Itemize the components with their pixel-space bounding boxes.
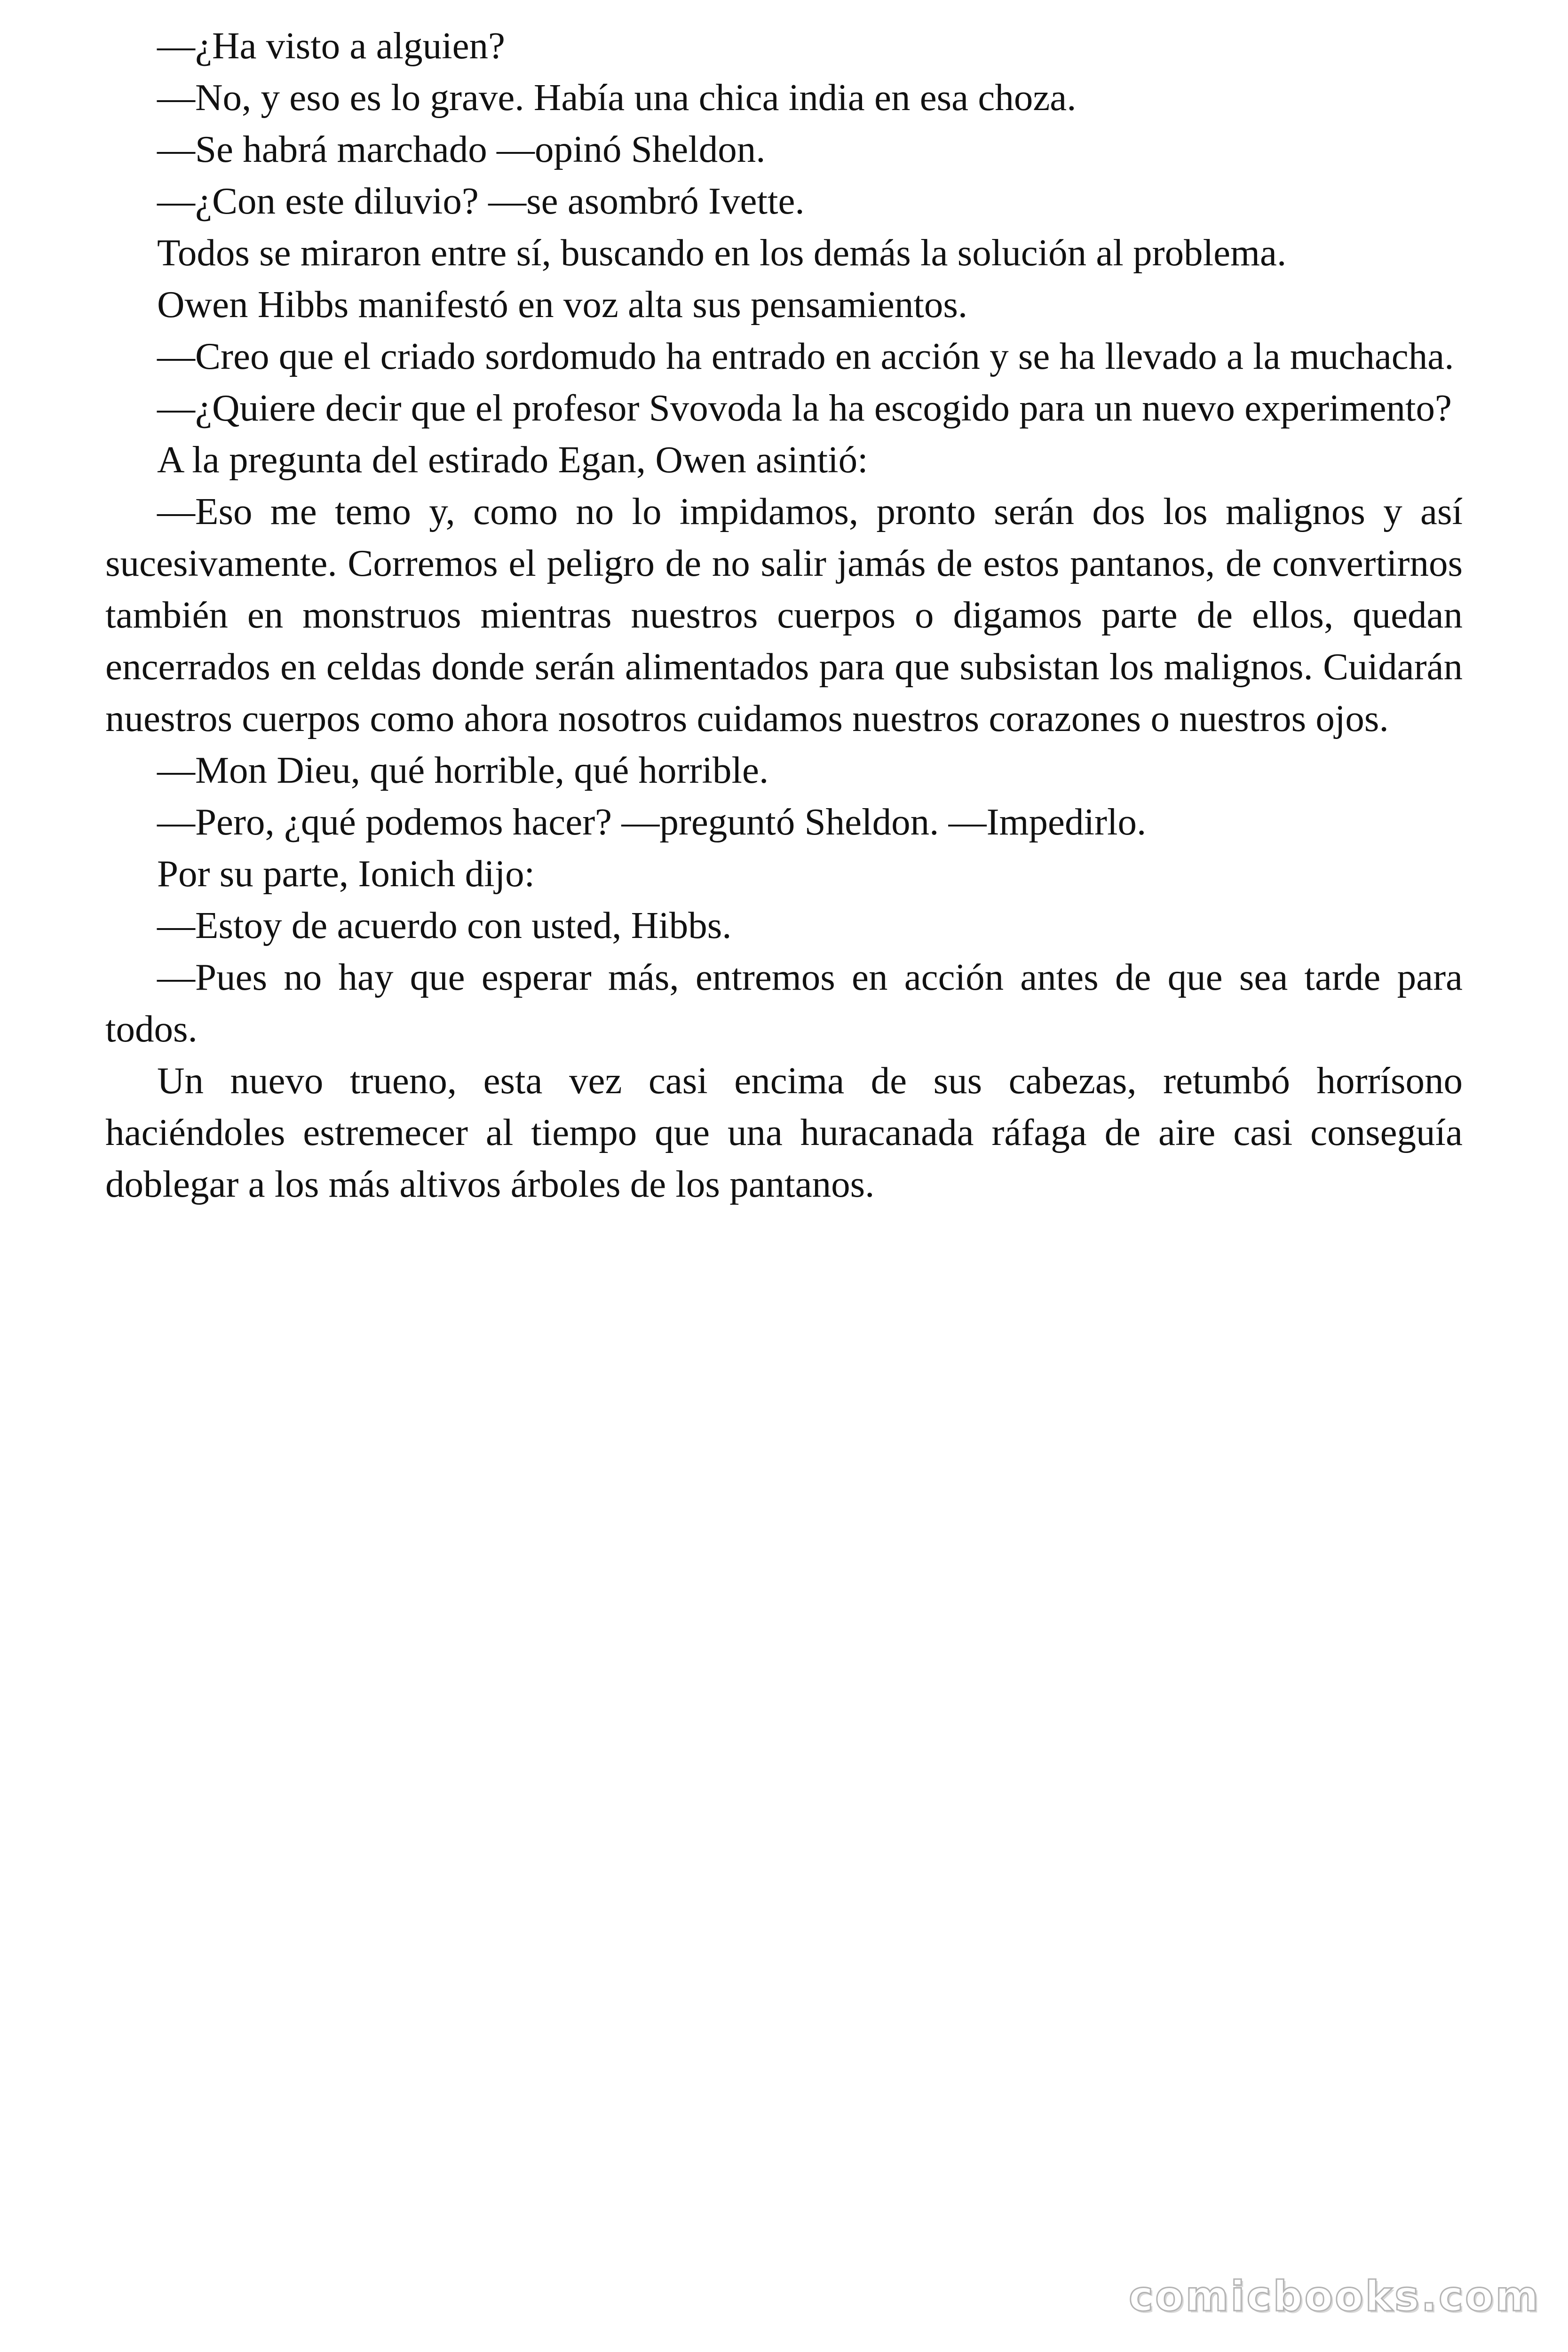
paragraph: A la pregunta del estirado Egan, Owen asintió:: [157, 438, 868, 481]
paragraph: —Se habrá marchado —opinó Sheldon.: [157, 128, 766, 170]
paragraph: Todos se miraron entre sí, buscando en los demás la solución al problema.: [157, 231, 1287, 274]
paragraph: —Estoy de acuerdo con usted, Hibbs.: [157, 904, 732, 946]
paragraph: —Pues no hay que esperar más, entremos en acción antes de que sea tarde para todos.: [105, 956, 1463, 1050]
watermark-logo: comicbooks.com: [1129, 2272, 1541, 2320]
paragraph: Un nuevo trueno, esta vez casi encima de sus cabezas, retumbó horrísono haciéndoles estremecer al tiempo que una huracanada ráfaga de aire casi conseguía doblegar a los más altivos árboles de los pantanos.: [105, 1059, 1463, 1205]
paragraph: —¿Ha visto a alguien?: [157, 24, 505, 67]
paragraph: —No, y eso es lo grave. Había una chica india en esa choza.: [157, 76, 1077, 119]
paragraph: —¿Con este diluvio? —se asombró Ivette.: [157, 180, 805, 222]
paragraph: —Eso me temo y, como no lo impidamos, pronto serán dos los malignos y así sucesivamente. Corremos el peligro de no salir jamás de estos pantanos, de convertirnos también en monstruos mientras nuestros cuerpos o digamos parte de ellos, quedan encerrados en celdas donde serán alimentados para que subsistan los malignos. Cuidarán nuestros cuerpos como ahora nosotros cuidamos nuestros corazones o nuestros ojos.: [105, 490, 1463, 739]
paragraph: —Creo que el criado sordomudo ha entrado en acción y se ha llevado a la muchacha.: [157, 335, 1454, 377]
paragraph: —Pero, ¿qué podemos hacer? —preguntó Sheldon. —Impedirlo.: [157, 801, 1147, 843]
paragraph: Owen Hibbs manifestó en voz alta sus pensamientos.: [157, 283, 968, 326]
paragraph: —Mon Dieu, qué horrible, qué horrible.: [157, 749, 769, 791]
paragraph: —¿Quiere decir que el profesor Svovoda la ha escogido para un nuevo experimento?: [157, 387, 1452, 429]
paragraph: Por su parte, Ionich dijo:: [157, 852, 535, 895]
body-text: [105, 20, 1463, 1210]
